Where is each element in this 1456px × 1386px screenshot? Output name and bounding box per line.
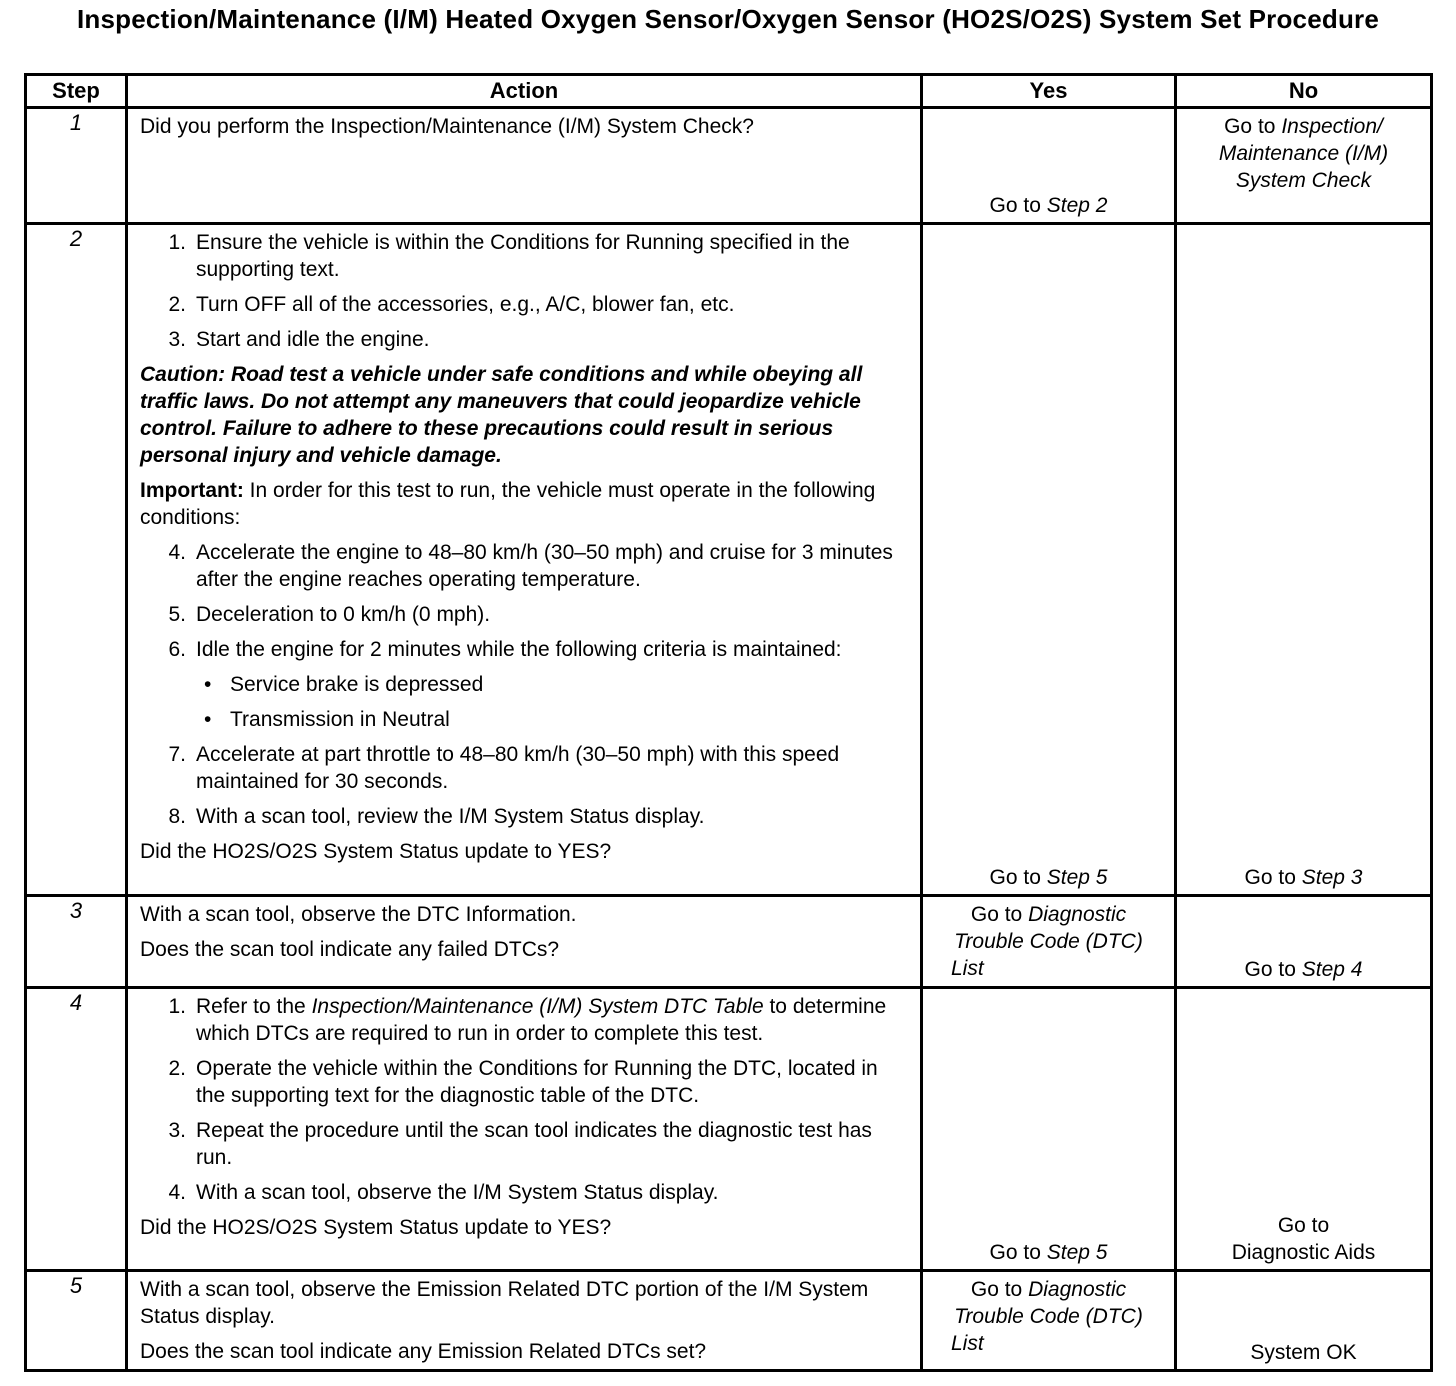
yes-link[interactable] xyxy=(927,901,1170,982)
list-item xyxy=(160,993,910,1047)
step-number: 3 xyxy=(26,896,127,988)
yes-ref: Diagnostic xyxy=(1028,903,1127,926)
no-link[interactable] xyxy=(1181,956,1426,983)
item-text: Turn OFF all of the accessories, e.g., A/C, blower fan, etc. xyxy=(196,293,735,316)
no-link[interactable] xyxy=(1181,113,1426,194)
header-action: Action xyxy=(127,75,922,108)
bullet-dot: • xyxy=(204,708,212,731)
item-text: Start and idle the engine. xyxy=(196,328,430,351)
yes-link[interactable] xyxy=(927,1276,1170,1357)
item-text: Ensure the vehicle is within the Conditions for Running specified in the supporting text. xyxy=(196,231,850,281)
bullet-text: Service brake is depressed xyxy=(230,673,484,696)
yes-prefix: Go to xyxy=(970,903,1023,926)
item-text: Repeat the procedure until the scan tool indicates the diagnostic test has run. xyxy=(196,1119,872,1169)
header-step: Step xyxy=(26,75,127,108)
yes-link[interactable] xyxy=(927,864,1170,891)
action-cell xyxy=(127,224,922,896)
list-item xyxy=(160,636,910,663)
header-no: No xyxy=(1176,75,1432,108)
yes-prefix: Go to xyxy=(989,1241,1041,1264)
step-number: 5 xyxy=(26,1271,127,1371)
no-prefix: Go to xyxy=(1277,1214,1330,1237)
bullet-text: Transmission in Neutral xyxy=(230,708,450,731)
table-row-step-2 xyxy=(26,224,1432,896)
no-cell xyxy=(1176,988,1432,1271)
item-text-part: Refer to the xyxy=(196,995,312,1018)
bullet-dot: • xyxy=(204,673,212,696)
yes-prefix: Go to xyxy=(970,1278,1023,1301)
table-reference: Inspection/Maintenance (I/M) System DTC Table xyxy=(311,995,764,1018)
action-cell xyxy=(127,108,922,224)
list-item xyxy=(160,326,910,353)
question-text: Does the scan tool indicate any Emission Related DTCs set? xyxy=(140,1340,707,1363)
yes-ref: List xyxy=(951,1332,984,1355)
step-number: 1 xyxy=(26,108,127,224)
item-number: 3. xyxy=(168,1119,186,1142)
question-text: Does the scan tool indicate any failed DTCs? xyxy=(140,938,560,961)
no-prefix: Go to xyxy=(1224,115,1276,138)
item-number: 7. xyxy=(168,743,186,766)
step-number: 4 xyxy=(26,988,127,1271)
list-item xyxy=(160,291,910,318)
question-text: Did you perform the Inspection/Maintenance (I/M) System Check? xyxy=(140,115,754,138)
no-prefix: Go to xyxy=(1244,958,1296,981)
item-text: Accelerate at part throttle to 48–80 km/h (30–50 mph) with this speed maintained for 30 seconds. xyxy=(196,743,840,793)
header-row xyxy=(26,75,1432,108)
list-item xyxy=(160,539,910,593)
item-text: Operate the vehicle within the Conditions for Running the DTC, located in the supporting text for the diagnostic table of the DTC. xyxy=(196,1057,878,1107)
item-text: With a scan tool, observe the I/M System Status display. xyxy=(196,1181,719,1204)
yes-ref: Step 5 xyxy=(1046,866,1108,889)
important-note xyxy=(140,477,910,531)
item-number: 2. xyxy=(168,293,186,316)
no-cell xyxy=(1176,896,1432,988)
bullet-item xyxy=(204,671,910,698)
item-text xyxy=(196,993,910,1047)
no-ref: System Check xyxy=(1235,169,1372,192)
question-text: Did the HO2S/O2S System Status update to YES? xyxy=(140,840,612,863)
yes-link[interactable] xyxy=(927,192,1170,219)
table-row-step-4 xyxy=(26,988,1432,1271)
action-cell xyxy=(127,896,922,988)
table-row-step-5 xyxy=(26,1271,1432,1371)
list-item xyxy=(160,803,910,830)
yes-cell xyxy=(922,988,1176,1271)
procedure-table xyxy=(24,73,1433,1372)
item-text: Idle the engine for 2 minutes while the following criteria is maintained: xyxy=(196,638,842,661)
item-number: 1. xyxy=(168,231,186,254)
instruction-text: With a scan tool, observe the Emission Related DTC portion of the I/M System Status display. xyxy=(140,1278,869,1328)
page-title: Inspection/Maintenance (I/M) Heated Oxygen Sensor/Oxygen Sensor (HO2S/O2S) System Set Procedure xyxy=(76,4,1380,34)
no-cell xyxy=(1176,1271,1432,1371)
yes-ref: Trouble Code (DTC) xyxy=(954,1305,1143,1328)
item-number: 2. xyxy=(168,1057,186,1080)
item-number: 5. xyxy=(168,603,186,626)
step-number: 2 xyxy=(26,224,127,896)
no-link[interactable] xyxy=(1181,1212,1426,1266)
item-number: 4. xyxy=(168,541,186,564)
item-text: With a scan tool, review the I/M System Status display. xyxy=(196,805,705,828)
no-ref: Step 4 xyxy=(1301,958,1363,981)
yes-ref: Diagnostic xyxy=(1028,1278,1127,1301)
no-ref: Diagnostic Aids xyxy=(1231,1241,1376,1264)
yes-ref: Step 2 xyxy=(1046,194,1108,217)
no-ref: Maintenance (I/M) xyxy=(1218,142,1389,165)
item-number: 4. xyxy=(168,1181,186,1204)
list-item xyxy=(160,229,910,283)
no-link[interactable] xyxy=(1181,864,1426,891)
list-item xyxy=(160,1117,910,1171)
no-ref: Step 3 xyxy=(1301,866,1363,889)
no-result: System OK xyxy=(1250,1341,1357,1364)
action-cell xyxy=(127,1271,922,1371)
item-number: 1. xyxy=(168,995,186,1018)
instruction-text: With a scan tool, observe the DTC Information. xyxy=(140,903,577,926)
important-label: Important: xyxy=(140,479,244,502)
yes-cell xyxy=(922,108,1176,224)
list-item xyxy=(160,601,910,628)
table-row-step-1 xyxy=(26,108,1432,224)
header-yes: Yes xyxy=(922,75,1176,108)
list-item xyxy=(160,1055,910,1109)
table-row-step-3 xyxy=(26,896,1432,988)
action-cell xyxy=(127,988,922,1271)
yes-link[interactable] xyxy=(927,1239,1170,1266)
list-item xyxy=(160,1179,910,1206)
list-item xyxy=(160,741,910,795)
item-text: Accelerate the engine to 48–80 km/h (30–50 mph) and cruise for 3 minutes after the engine reaches operating temperature. xyxy=(196,541,893,591)
no-cell xyxy=(1176,108,1432,224)
yes-ref: List xyxy=(951,957,984,980)
yes-cell xyxy=(922,1271,1176,1371)
item-text: Deceleration to 0 km/h (0 mph). xyxy=(196,603,491,626)
yes-cell xyxy=(922,896,1176,988)
bullet-item xyxy=(204,706,910,733)
item-number: 3. xyxy=(168,328,186,351)
no-cell xyxy=(1176,224,1432,896)
important-text: In order for this test to run, the vehicle must operate in the following conditions: xyxy=(140,479,876,529)
item-number: 8. xyxy=(168,805,186,828)
item-number: 6. xyxy=(168,638,186,661)
no-ref: Inspection/ xyxy=(1281,115,1383,138)
yes-prefix: Go to xyxy=(989,866,1041,889)
yes-cell xyxy=(922,224,1176,896)
caution-note: Caution: Road test a vehicle under safe conditions and while obeying all traffic laws. Do not attempt any maneuvers that could jeopardize vehicle control. Failure to adhere to these precautions could result in serious personal injury and vehicle damage. xyxy=(140,363,863,467)
yes-prefix: Go to xyxy=(989,194,1041,217)
item-text-part: to determine which DTCs are required to run in order to complete this test. xyxy=(196,995,887,1045)
yes-ref: Trouble Code (DTC) xyxy=(954,930,1143,953)
no-prefix: Go to xyxy=(1244,866,1296,889)
yes-ref: Step 5 xyxy=(1046,1241,1108,1264)
question-text: Did the HO2S/O2S System Status update to YES? xyxy=(140,1216,612,1239)
